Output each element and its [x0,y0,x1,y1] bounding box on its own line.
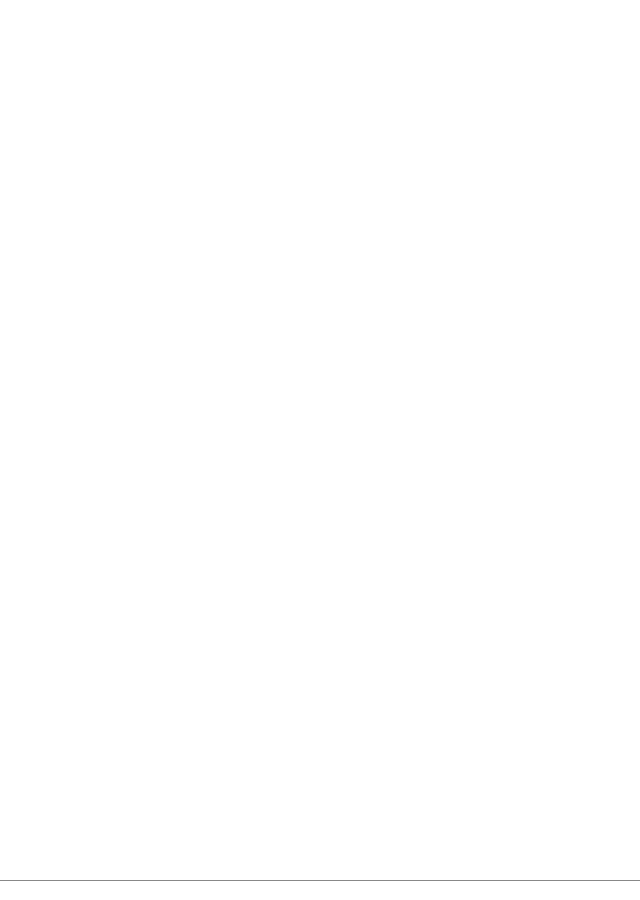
page-bottom-rule [0,880,640,881]
